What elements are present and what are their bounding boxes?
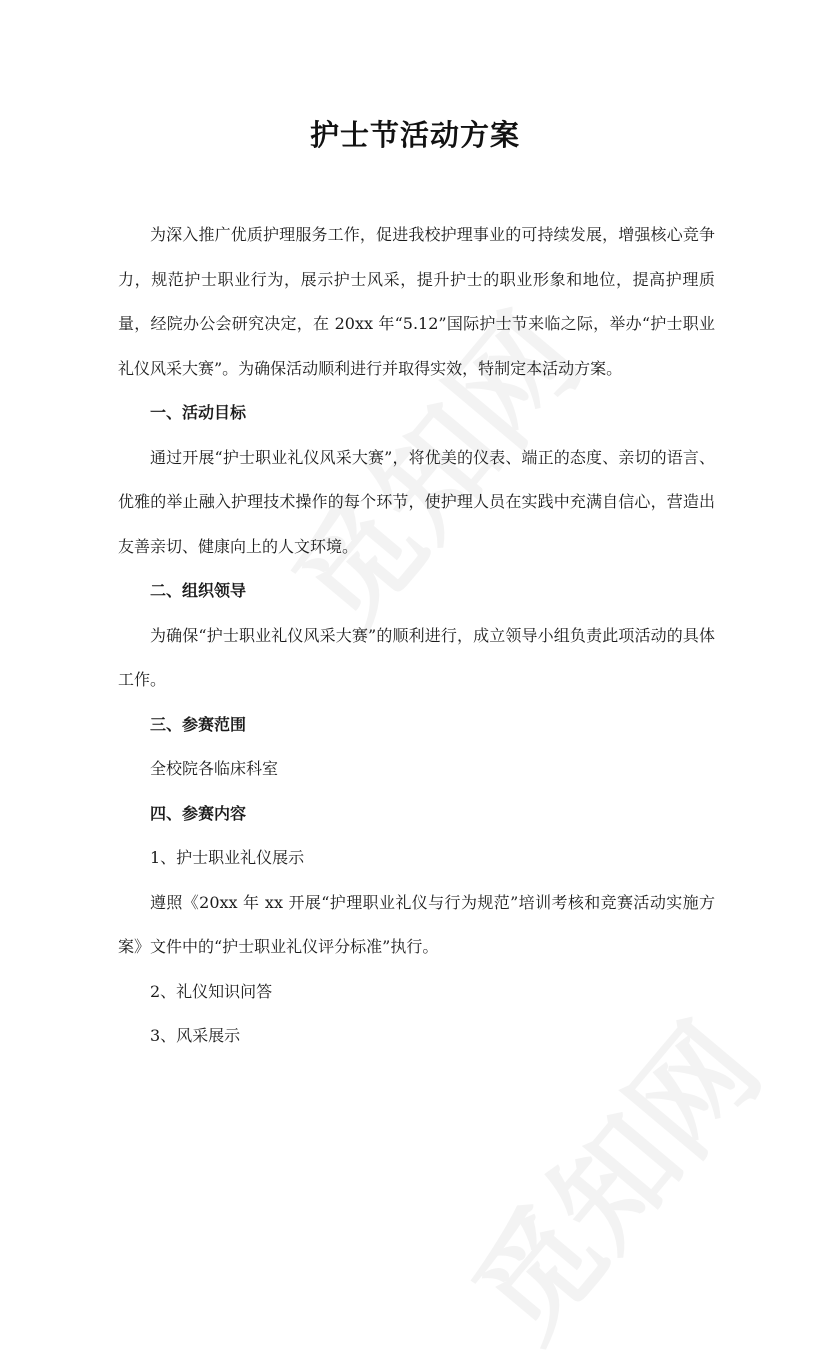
content-item: 1、护士职业礼仪展示 bbox=[150, 848, 305, 867]
section-text-organization: 为确保“护士职业礼仪风采大赛”的顺利进行，成立领导小组负责此项活动的具体工作。 bbox=[118, 625, 715, 689]
content-item: 2、礼仪知识问答 bbox=[150, 981, 273, 1001]
content-item-description: 遵照《20xx 年 xx 开展“护理职业礼仪与行为规范”培训考核和竞赛活动实施方案》文件中的“护士职业礼仪评分标准”执行。 bbox=[118, 892, 715, 956]
section-heading-goals: 一、活动目标 bbox=[150, 403, 247, 422]
document-title: 护士节活动方案 bbox=[309, 118, 520, 152]
section-text-goals: 通过开展“护士职业礼仪风采大赛”，将优美的仪表、端正的态度、亲切的语言、优雅的举止融入护理技术操作的每个环节，使护理人员在实践中充满自信心，营造出友善亲切、健康向上的人文环境。 bbox=[118, 447, 715, 556]
content-item: 3、风采展示 bbox=[150, 1026, 241, 1045]
section-heading-scope: 三、参赛范围 bbox=[150, 714, 247, 734]
section-heading-organization: 二、组织领导 bbox=[150, 581, 247, 600]
section-text-scope: 全校院各临床科室 bbox=[150, 759, 279, 778]
section-heading-content: 四、参赛内容 bbox=[150, 803, 247, 823]
document-body bbox=[118, 213, 715, 1059]
intro-paragraph: 为深入推广优质护理服务工作，促进我校护理事业的可持续发展，增强核心竞争力，规范护士职业行为，展示护士风采，提升护士的职业形象和地位，提高护理质量，经院办公会研究决定，在 20xx 年“5.12”国际护士节来临之际，举办“护士职业礼仪风采大赛”。为确保活动顺利进行并取得实效，特制定本活动方案。 bbox=[118, 225, 715, 378]
